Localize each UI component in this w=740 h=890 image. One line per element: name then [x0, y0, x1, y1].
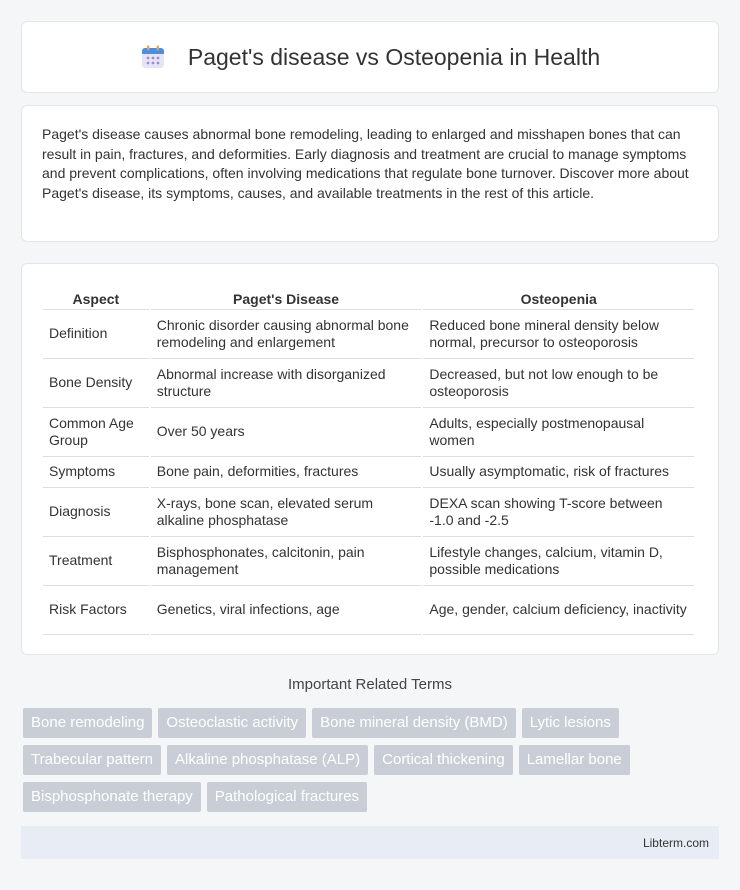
- cell-osteopenia: Age, gender, calcium deficiency, inactivity: [423, 586, 694, 635]
- cell-osteopenia: Decreased, but not low enough to be osteoporosis: [423, 359, 694, 408]
- cell-osteopenia: Usually asymptomatic, risk of fractures: [423, 457, 694, 488]
- tag-lytic-lesions[interactable]: Lytic lesions: [522, 708, 619, 738]
- cell-paget: Bone pain, deformities, fractures: [151, 457, 422, 488]
- intro-card: [21, 105, 719, 242]
- cell-paget: X-rays, bone scan, elevated serum alkaline phosphatase: [151, 488, 422, 537]
- cell-aspect: Common Age Group: [43, 408, 149, 457]
- tag-alkaline-phosphatase[interactable]: Alkaline phosphatase (ALP): [167, 745, 368, 775]
- tag-bone-mineral-density[interactable]: Bone mineral density (BMD): [312, 708, 516, 738]
- cell-aspect: Definition: [43, 310, 149, 359]
- cell-aspect: Risk Factors: [43, 586, 149, 635]
- table-row: [43, 359, 694, 408]
- intro-text: Paget's disease causes abnormal bone remodeling, leading to enlarged and misshapen bones that can result in pain, fractures, and deformities. Early diagnosis and treatment are crucial to manage symptoms and prevent complications, often involving medications that regulate bone turnover. Discover more about Paget's disease, its symptoms, causes, and available treatments in the rest of this article.: [42, 126, 689, 201]
- cell-paget: Chronic disorder causing abnormal bone remodeling and enlargement: [151, 310, 422, 359]
- column-header-paget: Paget's Disease: [151, 284, 422, 310]
- tag-osteoclastic-activity[interactable]: Osteoclastic activity: [158, 708, 306, 738]
- cell-aspect: Bone Density: [43, 359, 149, 408]
- cell-osteopenia: Lifestyle changes, calcium, vitamin D, possible medications: [423, 537, 694, 586]
- tag-pathological-fractures[interactable]: Pathological fractures: [207, 782, 367, 812]
- comparison-table-card: [21, 263, 719, 655]
- cell-osteopenia: Reduced bone mineral density below normal, precursor to osteoporosis: [423, 310, 694, 359]
- cell-paget: Abnormal increase with disorganized structure: [151, 359, 422, 408]
- page-title: Paget's disease vs Osteopenia in Health: [187, 43, 601, 70]
- header-card: [21, 21, 719, 93]
- table-row: [43, 586, 694, 635]
- column-header-osteopenia: Osteopenia: [423, 284, 694, 310]
- cell-paget: Bisphosphonates, calcitonin, pain management: [151, 537, 422, 586]
- tag-cortical-thickening[interactable]: Cortical thickening: [374, 745, 513, 775]
- tag-lamellar-bone[interactable]: Lamellar bone: [519, 745, 630, 775]
- footer: [21, 826, 719, 859]
- footer-site-link[interactable]: Libterm.com: [642, 835, 709, 850]
- table-row: [43, 310, 694, 359]
- tag-bisphosphonate-therapy[interactable]: Bisphosphonate therapy: [23, 782, 201, 812]
- table-row: [43, 408, 694, 457]
- table-row: [43, 457, 694, 488]
- cell-aspect: Diagnosis: [43, 488, 149, 537]
- tag-trabecular-pattern[interactable]: Trabecular pattern: [23, 745, 161, 775]
- cell-paget: Genetics, viral infections, age: [151, 586, 422, 635]
- cell-aspect: Symptoms: [43, 457, 149, 488]
- cell-aspect: Treatment: [43, 537, 149, 586]
- column-header-aspect: Aspect: [43, 284, 149, 310]
- cell-paget: Over 50 years: [151, 408, 422, 457]
- table-row: [43, 488, 694, 537]
- cell-osteopenia: Adults, especially postmenopausal women: [423, 408, 694, 457]
- cell-osteopenia: DEXA scan showing T-score between -1.0 and -2.5: [423, 488, 694, 537]
- related-terms-title: Important Related Terms: [288, 676, 452, 693]
- comparison-table: [41, 284, 696, 635]
- related-terms-list: [23, 708, 723, 812]
- calendar-icon: [140, 44, 166, 70]
- tag-bone-remodeling[interactable]: Bone remodeling: [23, 708, 152, 738]
- table-row: [43, 537, 694, 586]
- table-header-row: [43, 284, 694, 310]
